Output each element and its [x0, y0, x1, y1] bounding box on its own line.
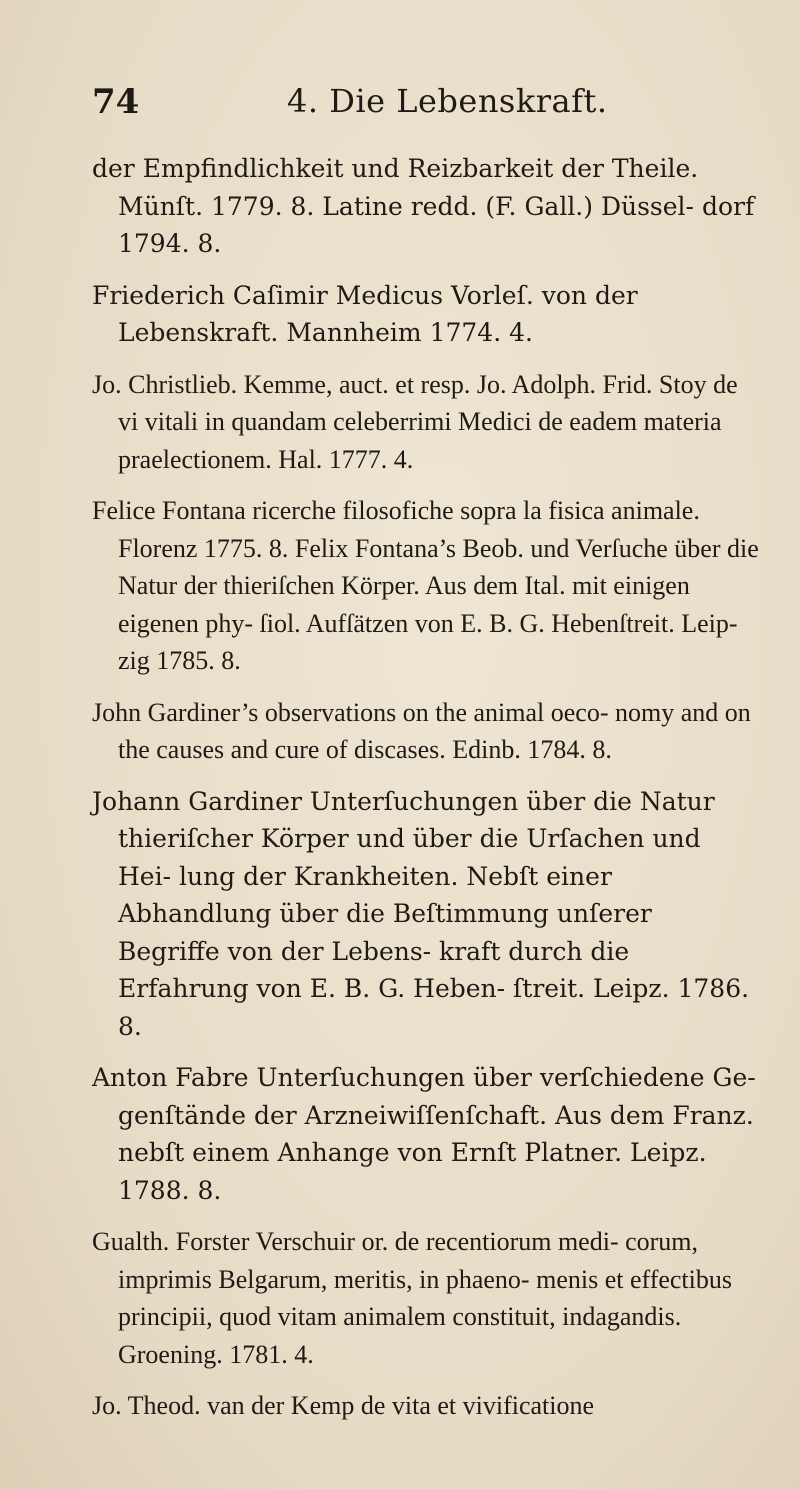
bibliography-entry	[92, 1223, 760, 1373]
entry-text: Friederich Caſimir Medicus Vorleſ. von der Lebenskraft. Mannheim 1774. 4.	[92, 280, 638, 347]
entry-text: Jo. Christlieb. Kemme, auct. et resp. Jo. Adolph. Frid. Stoy de vi vitali in quandam celeberrimi Medici de eadem materia praelectionem. Hal. 1777. 4.	[92, 369, 738, 474]
entry-text: Johann Gardiner Unterſuchungen über die Natur thieriſcher Körper und über die Urſachen und Hei- lung der Krankheiten. Nebſt einer Abhandlung über die Beſtimmung unſerer Begriffe von der Lebens- kraft durch die Erfahrung von E. B. G. Heben- ſtreit. Leipz. 1786. 8.	[92, 786, 750, 1041]
bibliography-list	[92, 150, 760, 1425]
entry-text: Felice Fontana ricerche filosofiche sopra la fisica animale. Florenz 1775. 8. Felix Fontana’s Beob. und Verſuche über die Natur der thieriſchen Körper. Aus dem Ital. mit einigen eigenen phy- ſiol. Aufſätzen von E. B. G. Hebenſtreit. Leip- zig 1785. 8.	[92, 496, 759, 675]
page-header	[92, 82, 760, 145]
page-number: 74	[92, 82, 140, 122]
bibliography-entry	[92, 1059, 760, 1209]
bibliography-entry	[92, 150, 760, 263]
entry-text: John Gardiner’s observations on the animal oeco- nomy and on the causes and cure of discases. Edinb. 1784. 8.	[92, 697, 751, 764]
entry-text: Gualth. Forster Verschuir or. de recentiorum medi- corum, imprimis Belgarum, meritis, in phaeno- menis et effectibus principii, quod vitam animalem constituit, indagandis. Groening. 1781. 4.	[92, 1227, 732, 1369]
bibliography-entry	[92, 694, 760, 769]
bibliography-entry	[92, 783, 760, 1046]
bibliography-entry	[92, 1387, 760, 1425]
running-head: 4. Die Lebenskraft.	[287, 82, 608, 120]
bibliography-entry	[92, 277, 760, 352]
bibliography-entry	[92, 492, 760, 680]
entry-text: Anton Fabre Unterſuchungen über verſchiedene Ge- genſtände der Arzneiwiſſenſchaft. Aus dem Franz. nebſt einem Anhange von Ernſt Platner. Leipz. 1788. 8.	[92, 1063, 756, 1205]
entry-text: der Empfindlichkeit und Reizbarkeit der Theile. Münſt. 1779. 8. Latine redd. (F. Gall.) Düssel- dorf 1794. 8.	[92, 154, 755, 258]
bibliography-entry	[92, 366, 760, 479]
entry-text: Jo. Theod. van der Kemp de vita et vivificatione	[92, 1391, 595, 1420]
